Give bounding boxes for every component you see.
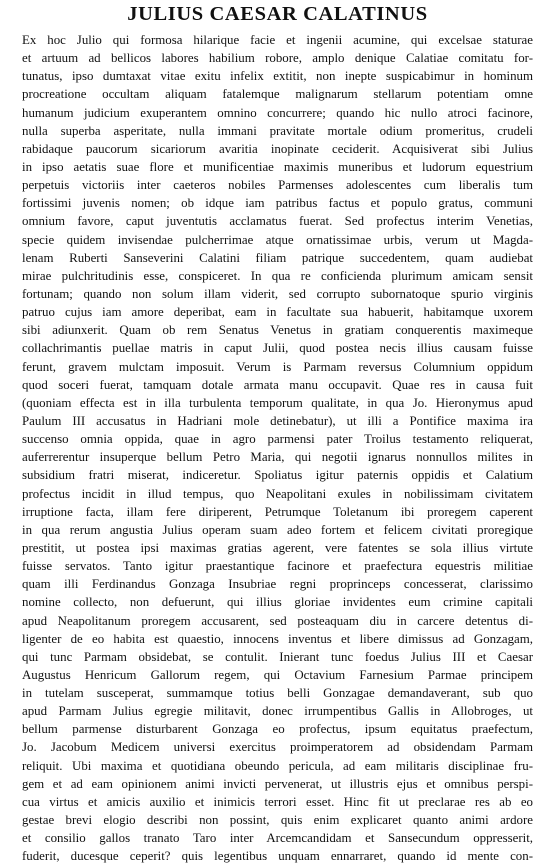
- text-line: quam illi Ferdinandus Gonzaga Insubriae regni proprinceps concesserat, clarissimo: [22, 577, 533, 592]
- text-line: apud Parmam Julius egregie militavit, donec irrumpentibus Gallis in Allobroges, ut: [22, 704, 533, 719]
- text-line: et artuum ad bellicos labores habilium robore, amplo denique Calatiae comitatu for-: [22, 51, 533, 66]
- text-line: succenso omnia oppida, quae in agro parmensi pater Troilus testamento reliquerat,: [22, 432, 533, 447]
- text-line: lenam Ruberti Sanseverini Calatini filiam patrique succedentem, quam audiebat: [22, 250, 533, 265]
- text-line: perpetuis victoriis inter caeteros nobiles Parmenses adolescentes cum liberalis tum: [22, 178, 533, 193]
- text-line: nomine collecto, non defuerunt, qui illius gloriae invidentes eum crimine capitali: [22, 595, 533, 610]
- text-line: auferrerentur insuperque bellum Petro Maria, qui negotii ignarus nonnullos milites in: [22, 450, 533, 465]
- text-line: cua virtus et amicis auxilio et inimicis terrori esset. Hinc fit ut preclarae res ab eo: [22, 794, 533, 809]
- text-line: ferunt, gravem mulctam imposuit. Verum is Parmam reversus Columnium oppidum: [22, 359, 533, 374]
- text-line: fuderit, ducesque ceperit? quis legentibus unquam ennarraret, quando id mente con-: [22, 849, 533, 864]
- text-line: in qua rerum angustia Julius operam suam adeo fortem et felicem civitati proregique: [22, 522, 533, 537]
- text-line: mirae pulchritudinis esse, conspiceret. In qua re conficienda plurimum amicam sensit: [22, 268, 533, 283]
- text-line: profectus incidit in illud tempus, quo Neapolitani exules in nobilissimam civitatem: [22, 486, 533, 501]
- text-line: patruo cujus iam amore deperibat, eam in facultate sua habuerit, habitamque uxorem: [22, 305, 533, 320]
- text-line: fortunam; quando non solum illam viderit, sed corrupto subornatoque spurio virginis: [22, 286, 533, 301]
- text-line: tunatus, ipso dumtaxat vitae exitu infelix extitit, non inepte suspicabimur in hominum: [22, 69, 533, 84]
- text-line: ligenter de eo habita est quaestio, innocens inventus et libere dimissus ad Gonzagam,: [22, 631, 533, 646]
- text-line: quod soceri fuerat, tamquam dotale armata manu occupavit. Quae res in causa fuit: [22, 377, 533, 392]
- text-line: rabidaque paucorum sicariorum avaritia inopinate ceciderit. Acquisiverat sibi Julius: [22, 141, 533, 156]
- text-line: bellum parmense disturbarent Gonzaga eo profectus, ipsum equitatus praefectum,: [22, 722, 533, 737]
- text-line: subsidium fratri miserat, indiceretur. Spoliatus igitur paternis oppidis et Calatium: [22, 468, 533, 483]
- text-line: Jo. Jacobum Medicem universi exercitus proimperatorem ad obsidendam Parmam: [22, 740, 533, 755]
- page-title: JULIUS CAESAR CALATINUS: [127, 3, 428, 25]
- text-line: procreatione occultam aliquam fatalemque malignarum stellarum potentiam omne: [22, 87, 533, 102]
- text-line: Ex hoc Julio qui formosa hilarique facie et ingenii acumine, qui excelsae staturae: [22, 33, 533, 47]
- body-text: [22, 31, 533, 865]
- text-line: collachrimantis puellae matris in caput Julii, quod postea necis illius causam fuisse: [22, 341, 533, 356]
- text-line: apud Neapolitanum proregem accusarent, sed posteaquam diu in carcere detentus di-: [22, 613, 533, 628]
- text-line: sibi adiunxerit. Quam ob rem Senatus Venetus in gratiam conquerentis maximeque: [22, 323, 533, 338]
- text-line: irruptione facta, illam fere diriperent, Petrumque Toletanum ibi proregem caperent: [22, 504, 533, 519]
- text-line: specie quidem invisendae pulcherrimae atque ornatissimae urbis, verum ut Magda-: [22, 232, 533, 247]
- text-line: gestae brevi elogio describi non possint, quis enim explicaret quanto animi ardore: [22, 813, 533, 828]
- text-line: omnium favore, caput juventutis acclamatus fuerat. Sed profectus interim Venetias,: [22, 214, 533, 229]
- text-line: nulla superba asperitate, nulla immani pravitate mortale odium promeritus, crudeli: [22, 123, 533, 138]
- text-line: prestitit, ut postea ipsi maximas gratias agerent, vere fatentes se sola illius virtute: [22, 540, 533, 555]
- text-line: qui tunc Parmam obsidebat, se contulit. Inierant tunc foedus Julius III et Caesar: [22, 649, 533, 664]
- text-line: reliquit. Ubi maxima et quotidiana obeundo pericula, ad eam militaris disciplinae fru-: [22, 758, 533, 773]
- text-line: Augustus Henricum Gallorum regem, qui Octavium Farnesium Parmae principem: [22, 667, 533, 682]
- text-line: fortissimi juvenis nomen; ob idque iam patribus factus et populo gratus, communi: [22, 196, 533, 211]
- text-line: in tutelam susceperat, summamque totius belli Gonzagae demandaverant, sub quo: [22, 686, 533, 701]
- text-line: Paulum III accusatus in Hadriani mole detinebatur), ut illi a Pontifice maxima ira: [22, 413, 533, 428]
- text-line: gem et ad eam opinionem animi invicti pervenerat, ut illustris ejus et omnibus perspi-: [22, 776, 533, 791]
- text-line: humanum judicium exuperantem omnino concurrere; quando hic nullo atroci facinore,: [22, 105, 533, 120]
- text-line: et consilio gallos tranato Taro inter Arcemcandidam et Sansecundum oppresserit,: [22, 831, 533, 846]
- text-line: fuisse servatos. Tanto igitur praestantique facinore et praefectura equestris militiae: [22, 559, 533, 574]
- text-line: (quoniam effecta est in illa turbulenta temporum qualitate, in qua Jo. Hieronymus apud: [22, 395, 533, 410]
- text-line: in ipso aetatis suae flore et munificentiae maximis muneribus et ludorum equestrium: [22, 159, 533, 174]
